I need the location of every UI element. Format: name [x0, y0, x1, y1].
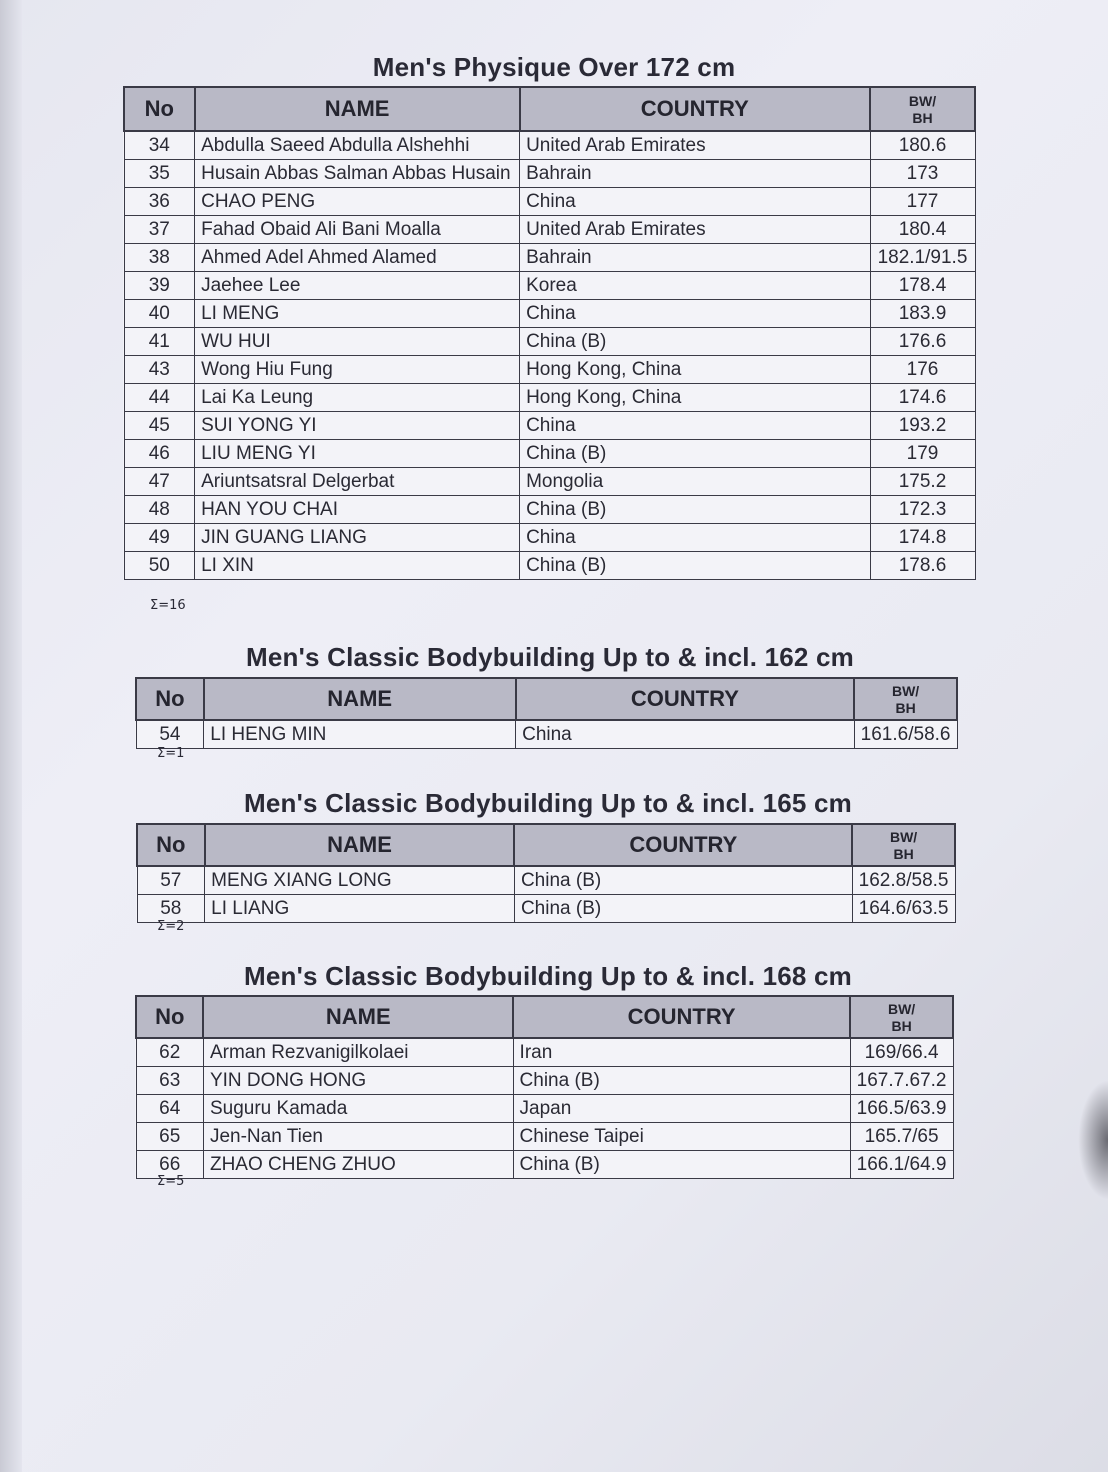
roster-table [135, 677, 958, 749]
table-row [124, 496, 975, 524]
cell-country: China [520, 188, 870, 216]
roster-table [136, 823, 956, 923]
cell-name: Ariuntsatsral Delgerbat [195, 468, 520, 496]
page-edge [0, 0, 22, 1472]
header-bw: BW/ [889, 829, 918, 845]
cell-name: Abdulla Saeed Abdulla Alshehhi [195, 131, 520, 160]
cell-name: LI LIANG [205, 895, 515, 923]
cell-no: 34 [124, 131, 195, 160]
cell-bw: 172.3 [870, 496, 975, 524]
cell-no: 46 [124, 440, 195, 468]
header-country: COUNTRY [520, 87, 870, 131]
cell-bw: 174.6 [870, 384, 975, 412]
cell-bw: 178.6 [870, 552, 975, 580]
cell-no: 64 [136, 1095, 203, 1123]
cell-bw: 182.1/91.5 [870, 244, 975, 272]
header-bw-bh [870, 87, 975, 131]
roster-table [135, 995, 954, 1179]
header-no: No [136, 678, 204, 720]
cell-no: 39 [124, 272, 195, 300]
table-row [136, 1095, 953, 1123]
cell-bw: 162.8/58.5 [852, 866, 955, 895]
table-row [137, 866, 955, 895]
cell-bw: 169/66.4 [850, 1038, 953, 1067]
cell-name: YIN DONG HONG [203, 1067, 513, 1095]
cell-no: 49 [124, 524, 195, 552]
cell-no: 45 [124, 412, 195, 440]
cell-name: LI XIN [195, 552, 520, 580]
table-row [136, 720, 957, 749]
table-row [124, 216, 975, 244]
cell-name: Suguru Kamada [203, 1095, 513, 1123]
cell-name: HAN YOU CHAI [195, 496, 520, 524]
cell-bw: 176 [870, 356, 975, 384]
table-row [136, 1067, 953, 1095]
cell-name: CHAO PENG [195, 188, 520, 216]
cell-no: 36 [124, 188, 195, 216]
header-bw-bh [852, 824, 955, 866]
header-name: NAME [203, 996, 513, 1038]
cell-no: 57 [137, 866, 205, 895]
table-row [124, 272, 975, 300]
cell-bw: 183.9 [870, 300, 975, 328]
header-no: No [124, 87, 195, 131]
cell-no: 37 [124, 216, 195, 244]
table-row [124, 160, 975, 188]
cell-country: United Arab Emirates [520, 216, 870, 244]
header-name: NAME [204, 678, 516, 720]
cell-bw: 174.8 [870, 524, 975, 552]
section-title: Men's Classic Bodybuilding Up to & incl. 168 cm [244, 961, 852, 991]
cell-bw: 180.4 [870, 216, 975, 244]
table-row [124, 384, 975, 412]
cell-country: Bahrain [520, 160, 870, 188]
cell-country: China (B) [520, 552, 870, 580]
header-bh: BH [895, 700, 916, 716]
cell-name: Fahad Obaid Ali Bani Moalla [195, 216, 520, 244]
cell-name: Lai Ka Leung [195, 384, 520, 412]
cell-bw: 164.6/63.5 [852, 895, 955, 923]
cell-name: Arman Rezvanigilkolaei [203, 1038, 513, 1067]
cell-name: Jaehee Lee [195, 272, 520, 300]
cell-bw: 176.6 [870, 328, 975, 356]
cell-country: Mongolia [520, 468, 870, 496]
cell-no: 58 [137, 895, 205, 923]
cell-country: China [520, 300, 870, 328]
cell-country: Japan [513, 1095, 850, 1123]
cell-country: China (B) [520, 440, 870, 468]
cell-no: 50 [124, 552, 195, 580]
table-row [136, 1151, 953, 1179]
cell-no: 54 [136, 720, 204, 749]
cell-bw: 180.6 [870, 131, 975, 160]
table-row [124, 188, 975, 216]
cell-no: 66 [136, 1151, 203, 1179]
table-row [136, 1123, 953, 1151]
cell-bw: 167.7.67.2 [850, 1067, 953, 1095]
cell-country: China [520, 524, 870, 552]
table-row [124, 356, 975, 384]
table-row [124, 440, 975, 468]
section-title: Men's Physique Over 172 cm [372, 52, 736, 82]
cell-bw: 177 [870, 188, 975, 216]
cell-name: JIN GUANG LIANG [195, 524, 520, 552]
cell-country: China (B) [513, 1067, 850, 1095]
cell-country: Korea [520, 272, 870, 300]
cell-name: WU HUI [195, 328, 520, 356]
cell-no: 41 [124, 328, 195, 356]
cell-bw: 166.1/64.9 [850, 1151, 953, 1179]
cell-no: 48 [124, 496, 195, 524]
table-row [124, 300, 975, 328]
header-bw: BW/ [908, 93, 937, 109]
cell-no: 44 [124, 384, 195, 412]
roster-table [123, 86, 976, 580]
cell-country: Iran [513, 1038, 850, 1067]
header-bh: BH [912, 110, 933, 126]
header-bh: BH [893, 846, 914, 862]
cell-name: ZHAO CHENG ZHUO [203, 1151, 513, 1179]
count-sigma: Σ=16 [150, 598, 186, 613]
table-row [124, 468, 975, 496]
count-sigma: Σ=2 [157, 919, 185, 934]
header-bw: BW/ [891, 683, 920, 699]
table-row [136, 1038, 953, 1067]
table-row [124, 552, 975, 580]
cell-bw: 193.2 [870, 412, 975, 440]
cell-no: 38 [124, 244, 195, 272]
header-country: COUNTRY [514, 824, 852, 866]
section-title: Men's Classic Bodybuilding Up to & incl. 162 cm [246, 642, 854, 672]
table-row [124, 524, 975, 552]
cell-bw: 165.7/65 [850, 1123, 953, 1151]
cell-name: Jen-Nan Tien [203, 1123, 513, 1151]
cell-country: China (B) [513, 1151, 850, 1179]
table-row [137, 895, 955, 923]
cell-country: China (B) [514, 866, 852, 895]
cell-country: Hong Kong, China [520, 384, 870, 412]
table-row [124, 412, 975, 440]
cell-name: SUI YONG YI [195, 412, 520, 440]
header-country: COUNTRY [516, 678, 855, 720]
count-sigma: Σ=1 [157, 746, 185, 761]
cell-no: 35 [124, 160, 195, 188]
cell-country: China [520, 412, 870, 440]
cell-name: Husain Abbas Salman Abbas Husain [195, 160, 520, 188]
header-country: COUNTRY [513, 996, 850, 1038]
cell-country: Bahrain [520, 244, 870, 272]
cell-bw: 178.4 [870, 272, 975, 300]
cell-no: 62 [136, 1038, 203, 1067]
cell-no: 40 [124, 300, 195, 328]
table-row [124, 244, 975, 272]
cell-name: Ahmed Adel Ahmed Alamed [195, 244, 520, 272]
cell-name: Wong Hiu Fung [195, 356, 520, 384]
cell-bw: 166.5/63.9 [850, 1095, 953, 1123]
cell-country: China (B) [514, 895, 852, 923]
cell-country: Chinese Taipei [513, 1123, 850, 1151]
count-sigma: Σ=5 [157, 1174, 185, 1189]
cell-bw: 173 [870, 160, 975, 188]
table-row [124, 328, 975, 356]
cell-name: MENG XIANG LONG [205, 866, 515, 895]
header-no: No [137, 824, 205, 866]
cell-bw: 161.6/58.6 [854, 720, 957, 749]
header-bw: BW/ [887, 1001, 916, 1017]
header-bw-bh [850, 996, 953, 1038]
shadow [1078, 1080, 1108, 1200]
cell-no: 47 [124, 468, 195, 496]
header-bw-bh [854, 678, 957, 720]
cell-no: 65 [136, 1123, 203, 1151]
table-row [124, 131, 975, 160]
cell-name: LI HENG MIN [204, 720, 516, 749]
cell-country: United Arab Emirates [520, 131, 870, 160]
cell-country: China (B) [520, 496, 870, 524]
header-bh: BH [891, 1018, 912, 1034]
cell-country: Hong Kong, China [520, 356, 870, 384]
cell-no: 43 [124, 356, 195, 384]
section-title: Men's Classic Bodybuilding Up to & incl. 165 cm [244, 788, 852, 818]
header-name: NAME [205, 824, 515, 866]
cell-bw: 179 [870, 440, 975, 468]
cell-name: LIU MENG YI [195, 440, 520, 468]
cell-country: China (B) [520, 328, 870, 356]
cell-bw: 175.2 [870, 468, 975, 496]
header-name: NAME [195, 87, 520, 131]
cell-name: LI MENG [195, 300, 520, 328]
cell-country: China [516, 720, 855, 749]
cell-no: 63 [136, 1067, 203, 1095]
header-no: No [136, 996, 203, 1038]
